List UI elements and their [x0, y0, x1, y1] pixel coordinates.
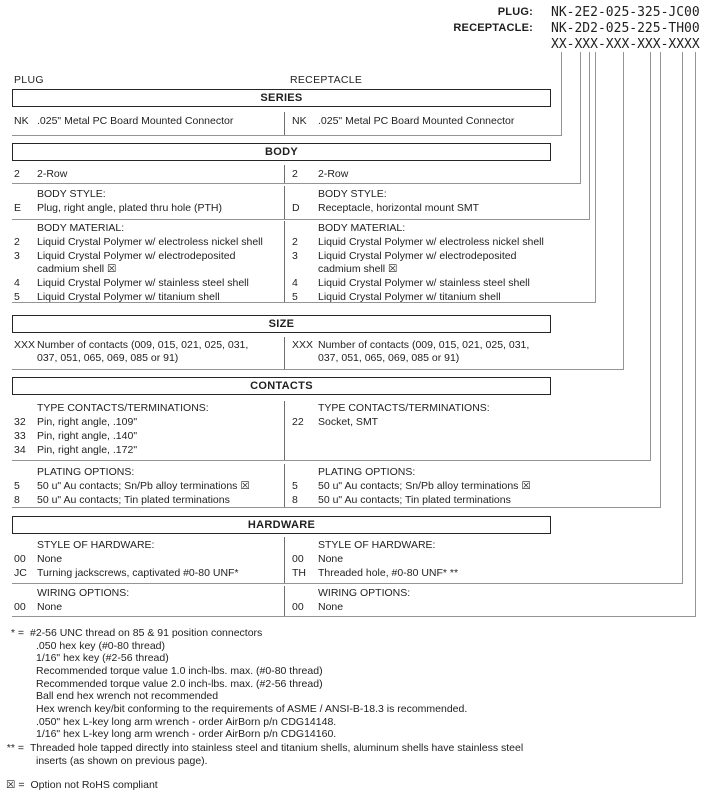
footnote-double-star-marker: ** = [6, 742, 24, 754]
option-row [14, 480, 280, 493]
option-row [14, 339, 280, 352]
option-description: Receptacle, horizontal mount SMT [318, 202, 480, 214]
subsection-heading-row [292, 466, 710, 479]
option-description: cadmium shell ☒ [37, 262, 117, 275]
option-code: 8 [14, 494, 20, 506]
footnote-line: inserts (as shown on previous page). [36, 754, 208, 767]
subsection-heading: WIRING OPTIONS: [37, 587, 130, 599]
part-number-template: XX-XXX-XXX-XXX-XXXX [551, 37, 700, 52]
subsection-heading: TYPE CONTACTS/TERMINATIONS: [318, 402, 490, 414]
option-code: 3 [14, 250, 20, 262]
column-divider-body-material [284, 221, 285, 302]
section-header-size: SIZE [12, 315, 551, 333]
option-description: 50 u" Au contacts; Sn/Pb alloy terminations ☒ [318, 480, 531, 492]
option-description: None [37, 553, 63, 565]
footnote-line: Ball end hex wrench not recommended [36, 690, 219, 703]
option-row [292, 202, 710, 215]
option-description: Liquid Crystal Polymer w/ titanium shell [318, 290, 501, 303]
option-row [14, 416, 280, 429]
option-row [292, 277, 710, 290]
column-divider-contacts-type [284, 401, 285, 460]
subsection-heading-row [14, 188, 280, 201]
footnote-line: .050 hex key (#0-80 thread) [36, 639, 165, 652]
option-description: Number of contacts (009, 015, 021, 025, 031, [37, 339, 249, 351]
option-code: 00 [14, 553, 26, 565]
option-row [292, 236, 710, 249]
series-plug-column [14, 115, 280, 128]
section-header-hardware: HARDWARE [12, 516, 551, 534]
column-divider-series [284, 112, 285, 135]
wiring-plug-column [14, 587, 280, 614]
body-style-plug-column [14, 188, 280, 215]
subsection-heading: WIRING OPTIONS: [318, 587, 411, 599]
option-code: TH [292, 567, 306, 579]
body-row-receptacle-column [292, 168, 710, 181]
option-row [292, 291, 710, 304]
plating-receptacle-column [292, 466, 710, 507]
option-code: 34 [14, 444, 26, 456]
option-description: Turning jackscrews, captivated #0-80 UNF* [37, 567, 239, 579]
option-description: Number of contacts (009, 015, 021, 025, 031, [318, 339, 530, 351]
footnote-line [6, 627, 467, 640]
option-code: 5 [14, 480, 20, 492]
subsection-heading: BODY STYLE: [318, 188, 387, 200]
contacts-type-receptacle-column [292, 402, 710, 429]
not-rohs-icon: ☒ = [6, 779, 25, 791]
footnote-line: Hex wrench key/bit conforming to the requirements of ASME / ANSI-B-18.3 is recommended. [36, 702, 468, 715]
option-code: JC [14, 567, 27, 579]
size-plug-column [14, 339, 280, 364]
body-material-plug-column [14, 222, 280, 303]
subsection-heading-row [14, 402, 280, 415]
receptacle-column-header: RECEPTACLE [290, 74, 363, 86]
option-code: 5 [292, 290, 298, 303]
column-divider-size [284, 337, 285, 369]
option-row-continuation [14, 263, 280, 276]
option-description: Liquid Crystal Polymer w/ titanium shell [37, 290, 220, 303]
column-divider-body-style [284, 186, 285, 219]
subsection-heading: TYPE CONTACTS/TERMINATIONS: [37, 402, 209, 414]
option-description: Pin, right angle, .172" [37, 444, 138, 456]
option-row [292, 601, 710, 614]
option-row [292, 115, 710, 128]
subsection-heading-row [14, 587, 280, 600]
subsection-heading-row [292, 587, 710, 600]
option-row [14, 202, 280, 215]
plug-part-number: NK-2E2-025-325-JC00 [551, 5, 700, 20]
footnote-text: #2-56 UNC thread on 85 & 91 position connectors [30, 627, 263, 639]
receptacle-part-number: NK-2D2-025-225-TH00 [551, 21, 700, 36]
option-code: 2 [14, 168, 20, 180]
option-row [292, 416, 710, 429]
subsection-heading-row [14, 539, 280, 552]
body-row-plug-column [14, 168, 280, 181]
option-row [292, 494, 710, 507]
subsection-heading: STYLE OF HARDWARE: [37, 539, 155, 551]
option-row-continuation [14, 352, 280, 365]
option-code: NK [14, 115, 29, 127]
footnote-line [6, 779, 158, 792]
option-code: 32 [14, 416, 26, 428]
series-receptacle-column [292, 115, 710, 128]
option-row [14, 494, 280, 507]
option-code: 2 [14, 236, 20, 248]
section-header-body: BODY [12, 143, 551, 161]
option-description: 037, 051, 065, 069, 085 or 91) [37, 351, 179, 364]
footnote-star-marker: * = [10, 627, 24, 639]
footnote-double-star [6, 742, 523, 767]
option-description: Liquid Crystal Polymer w/ electrodeposited [318, 250, 517, 262]
footnote-rohs [6, 779, 158, 792]
option-code: 00 [292, 601, 304, 613]
footnote-star [6, 627, 467, 741]
option-description: .025" Metal PC Board Mounted Connector [37, 115, 234, 127]
option-row-continuation [292, 263, 710, 276]
option-description: Liquid Crystal Polymer w/ stainless steel shell [318, 276, 530, 289]
column-divider-hardware-style [284, 537, 285, 583]
option-code: XXX [292, 339, 314, 351]
subsection-heading-row [292, 188, 710, 201]
option-code: D [292, 202, 300, 214]
option-description: 50 u" Au contacts; Tin plated terminations [37, 494, 230, 506]
subsection-heading: PLATING OPTIONS: [37, 466, 135, 478]
subsection-heading-row [14, 466, 280, 479]
subsection-heading-row [292, 222, 710, 235]
subsection-heading: BODY STYLE: [37, 188, 106, 200]
body-material-receptacle-column [292, 222, 710, 303]
option-description: Plug, right angle, plated thru hole (PTH) [37, 202, 223, 214]
option-row [292, 339, 710, 352]
body-style-receptacle-column [292, 188, 710, 215]
option-code: 2 [292, 168, 298, 180]
plating-plug-column [14, 466, 280, 507]
subsection-heading: BODY MATERIAL: [318, 222, 406, 234]
option-row [14, 168, 280, 181]
option-row [292, 168, 710, 181]
option-row [14, 567, 280, 580]
column-divider-plating [284, 464, 285, 507]
size-receptacle-column [292, 339, 710, 364]
footnote-text: Option not RoHS compliant [30, 779, 158, 791]
option-code: 2 [292, 236, 298, 248]
footnote-line [6, 742, 523, 755]
section-header-series: SERIES [12, 89, 551, 107]
option-description: Pin, right angle, .140" [37, 430, 138, 442]
option-code: 5 [14, 290, 20, 303]
option-row [292, 250, 710, 263]
hardware-style-receptacle-column [292, 539, 710, 580]
option-description: None [37, 601, 63, 613]
option-code: 4 [14, 276, 20, 289]
subsection-heading: STYLE OF HARDWARE: [318, 539, 436, 551]
footnote-line: 1/16" hex key (#2-56 thread) [36, 652, 169, 665]
footnote-line: 1/16" hex L-key long arm wrench - order AirBorn p/n CDG14160. [36, 728, 337, 741]
option-description: 50 u" Au contacts; Sn/Pb alloy terminations ☒ [37, 480, 250, 492]
plug-column-header: PLUG [14, 74, 44, 86]
plug-part-number-label: PLUG: [497, 6, 533, 18]
option-description: Socket, SMT [318, 416, 379, 428]
option-code: 00 [14, 601, 26, 613]
receptacle-part-number-label: RECEPTACLE: [453, 22, 533, 34]
section-header-contacts: CONTACTS [12, 377, 551, 395]
option-code: 00 [292, 553, 304, 565]
option-description: None [318, 601, 344, 613]
option-row [14, 601, 280, 614]
option-code: 4 [292, 276, 298, 289]
footnote-text: Threaded hole tapped directly into stainless steel and titanium shells, aluminum shells have stainless steel [30, 742, 524, 754]
option-code: XXX [14, 339, 36, 351]
subsection-heading: PLATING OPTIONS: [318, 466, 416, 478]
option-row [14, 236, 280, 249]
option-row [292, 567, 710, 580]
subsection-heading-row [292, 539, 710, 552]
option-row [14, 291, 280, 304]
option-row [14, 250, 280, 263]
hardware-style-plug-column [14, 539, 280, 580]
wiring-receptacle-column [292, 587, 710, 614]
option-description: Pin, right angle, .109" [37, 416, 138, 428]
option-code: 33 [14, 430, 26, 442]
footnote-line: Recommended torque value 1.0 inch-lbs. max. (#0-80 thread) [36, 664, 323, 677]
option-row [14, 444, 280, 457]
option-code: NK [292, 115, 307, 127]
option-row [292, 553, 710, 566]
option-description: Liquid Crystal Polymer w/ electroless nickel shell [318, 236, 544, 248]
contacts-type-plug-column [14, 402, 280, 457]
option-description: 50 u" Au contacts; Tin plated terminations [318, 494, 511, 506]
option-row [292, 480, 710, 493]
column-divider-wiring [284, 586, 285, 616]
option-row-continuation [292, 352, 710, 365]
column-divider-body-row [284, 165, 285, 183]
option-code: 5 [292, 480, 298, 492]
option-description: Liquid Crystal Polymer w/ electroless nickel shell [37, 236, 263, 248]
subsection-heading-row [292, 402, 710, 415]
option-row [14, 553, 280, 566]
option-code: E [14, 202, 22, 214]
option-code: 3 [292, 250, 298, 262]
option-description: .025" Metal PC Board Mounted Connector [318, 115, 515, 127]
option-description: 2-Row [318, 168, 349, 180]
option-description: cadmium shell ☒ [318, 262, 398, 275]
option-code: 22 [292, 416, 304, 428]
option-description: None [318, 553, 344, 565]
option-row [14, 115, 280, 128]
option-description: Liquid Crystal Polymer w/ stainless steel shell [37, 276, 249, 289]
option-description: 037, 051, 065, 069, 085 or 91) [318, 351, 460, 364]
subsection-heading-row [14, 222, 280, 235]
option-row [14, 277, 280, 290]
option-description: 2-Row [37, 168, 68, 180]
option-description: Liquid Crystal Polymer w/ electrodeposited [37, 250, 236, 262]
option-code: 8 [292, 494, 298, 506]
subsection-heading: BODY MATERIAL: [37, 222, 125, 234]
option-row [14, 430, 280, 443]
option-description: Threaded hole, #0-80 UNF* ** [318, 567, 459, 579]
footnote-line: .050" hex L-key long arm wrench - order AirBorn p/n CDG14148. [36, 715, 337, 728]
footnote-line: Recommended torque value 2.0 inch-lbs. max. (#2-56 thread) [36, 677, 323, 690]
